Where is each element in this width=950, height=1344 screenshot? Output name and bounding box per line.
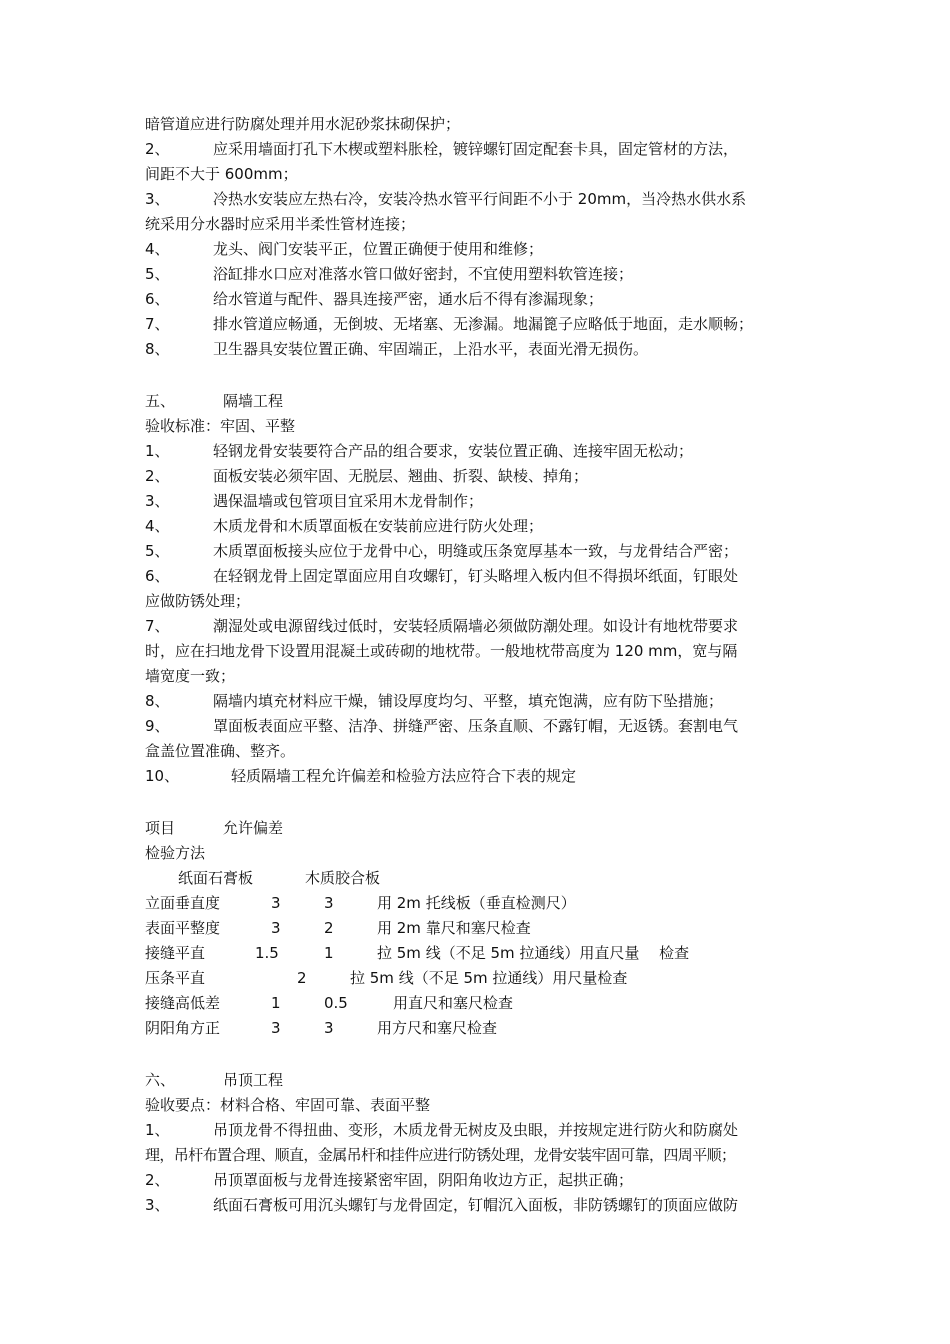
item-text: 纸面石膏板可用沉头螺钉与龙骨固定，钉帽沉入面板，非防锈螺钉的顶面应做防 <box>213 1196 739 1214</box>
item-text: 木质罩面板接头应位于龙骨中心，明缝或压条宽厚基本一致，与龙骨结合严密； <box>213 542 739 560</box>
cell-method: 用直尺和塞尺检查 <box>393 994 514 1012</box>
item-continuation: 墙宽度一致； <box>145 667 236 685</box>
item-number: 7、 <box>145 315 170 333</box>
item-continuation: 理，吊杆布置合理、顺直，金属吊杆和挂件应进行防锈处理，龙骨安装牢固可靠，四周平顺； <box>145 1146 736 1164</box>
acceptance-standard: 验收要点：材料合格、牢固可靠、表面平整 <box>145 1096 431 1114</box>
table-row <box>145 1016 815 1041</box>
item-number: 6、 <box>145 567 170 585</box>
cell-method: 用 2m 靠尺和塞尺检查 <box>377 919 531 937</box>
item-text: 隔墙内填充材料应干燥，铺设厚度均匀、平整，填充饱满，应有防下坠措施； <box>213 692 724 710</box>
list-item <box>145 237 815 262</box>
col-header-item: 项目 <box>145 819 176 837</box>
list-item <box>145 464 815 489</box>
cell-plywood: 0.5 <box>324 994 348 1012</box>
list-item <box>145 1193 815 1218</box>
item-continuation: 应做防锈处理； <box>145 592 251 610</box>
cell-item: 立面垂直度 <box>145 894 221 912</box>
item-number: 4、 <box>145 517 170 535</box>
item-text: 排水管道应畅通，无倒坡、无堵塞、无渗漏。地漏篦子应略低于地面，走水顺畅； <box>213 315 754 333</box>
list-item <box>145 514 815 539</box>
item-text: 冷热水安装应左热右冷，安装冷热水管平行间距不小于 20mm，当冷热水供水系 <box>213 190 747 208</box>
list-item <box>145 489 815 514</box>
cell-item: 接缝平直 <box>145 944 206 962</box>
section-heading <box>145 1068 815 1093</box>
col-header-gypsum: 纸面石膏板 <box>178 869 254 887</box>
cell-gypsum: 3 <box>271 919 281 937</box>
item-number: 3、 <box>145 190 170 208</box>
list-item <box>145 262 815 287</box>
item-text: 应采用墙面打孔下木楔或塑料胀栓，镀锌螺钉固定配套卡具，固定管材的方法， <box>213 140 739 158</box>
cell-item: 表面平整度 <box>145 919 221 937</box>
item-number: 3、 <box>145 492 170 510</box>
document-page <box>145 112 815 1218</box>
item-number: 9、 <box>145 717 170 735</box>
item-number: 3、 <box>145 1196 170 1214</box>
section-number: 五、 <box>145 392 176 410</box>
cell-plywood: 3 <box>324 1019 334 1037</box>
table-header <box>145 841 815 866</box>
item-text: 轻钢龙骨安装要符合产品的组合要求，安装位置正确、连接牢固无松动； <box>213 442 694 460</box>
section-title: 吊顶工程 <box>223 1071 284 1089</box>
item-text: 吊顶罩面板与龙骨连接紧密牢固，阴阳角收边方正，起拱正确； <box>213 1171 634 1189</box>
item-number: 2、 <box>145 1171 170 1189</box>
list-item <box>145 1118 815 1143</box>
item-text: 轻质隔墙工程允许偏差和检验方法应符合下表的规定 <box>231 767 577 785</box>
cell-method: 拉 5m 线（不足 5m 拉通线）用直尺量 检查 <box>377 944 690 962</box>
cell-gypsum: 1 <box>271 994 281 1012</box>
intro-line: 暗管道应进行防腐处理并用水泥砂浆抹砌保护； <box>145 115 461 133</box>
cell-gypsum: 1.5 <box>255 944 279 962</box>
list-item <box>145 689 815 714</box>
list-item <box>145 287 815 312</box>
item-number: 6、 <box>145 290 170 308</box>
item-number: 1、 <box>145 1121 170 1139</box>
list-item <box>145 137 815 162</box>
cell-plywood: 1 <box>324 944 334 962</box>
section-heading <box>145 389 815 414</box>
list-item <box>145 312 815 337</box>
list-item <box>145 539 815 564</box>
table-header <box>145 816 815 841</box>
item-number: 2、 <box>145 467 170 485</box>
item-continuation: 时，应在扫地龙骨下设置用混凝土或砖砌的地枕带。一般地枕带高度为 120 mm，宽与隔 <box>145 642 738 660</box>
table-header <box>145 866 815 891</box>
cell-item: 接缝高低差 <box>145 994 221 1012</box>
cell-value: 2 <box>297 969 307 987</box>
item-continuation: 盒盖位置准确、整齐。 <box>145 742 296 760</box>
item-text: 给水管道与配件、器具连接严密，通水后不得有渗漏现象； <box>213 290 604 308</box>
list-item <box>145 764 815 789</box>
col-header-method: 检验方法 <box>145 844 206 862</box>
col-header-plywood: 木质胶合板 <box>305 869 381 887</box>
item-number: 8、 <box>145 340 170 358</box>
list-item <box>145 1168 815 1193</box>
item-text: 龙头、阀门安装平正，位置正确便于使用和维修； <box>213 240 544 258</box>
list-item <box>145 564 815 589</box>
item-text: 吊顶龙骨不得扭曲、变形，木质龙骨无树皮及虫眼，并按规定进行防火和防腐处 <box>213 1121 739 1139</box>
item-continuation: 统采用分水器时应采用半柔性管材连接； <box>145 215 416 233</box>
cell-gypsum: 3 <box>271 1019 281 1037</box>
item-number: 10、 <box>145 767 180 785</box>
item-continuation: 间距不大于 600mm； <box>145 165 298 183</box>
table-row <box>145 991 815 1016</box>
item-text: 罩面板表面应平整、洁净、拼缝严密、压条直顺、不露钉帽，无返锈。套割电气 <box>213 717 739 735</box>
list-item <box>145 439 815 464</box>
item-text: 面板安装必须牢固、无脱层、翘曲、折裂、缺棱、掉角； <box>213 467 589 485</box>
item-number: 5、 <box>145 265 170 283</box>
list-item <box>145 714 815 739</box>
cell-method: 拉 5m 线（不足 5m 拉通线）用尺量检查 <box>350 969 628 987</box>
item-number: 1、 <box>145 442 170 460</box>
acceptance-standard: 验收标准：牢固、平整 <box>145 417 296 435</box>
item-text: 遇保温墙或包管项目宜采用木龙骨制作； <box>213 492 484 510</box>
table-row <box>145 891 815 916</box>
item-number: 8、 <box>145 692 170 710</box>
item-text: 木质龙骨和木质罩面板在安装前应进行防火处理； <box>213 517 544 535</box>
cell-plywood: 2 <box>324 919 334 937</box>
col-header-tolerance: 允许偏差 <box>223 819 284 837</box>
section-number: 六、 <box>145 1071 176 1089</box>
item-number: 4、 <box>145 240 170 258</box>
item-text: 潮湿处或电源留线过低时，安装轻质隔墙必须做防潮处理。如设计有地枕带要求 <box>213 617 739 635</box>
list-item <box>145 614 815 639</box>
item-text: 卫生器具安装位置正确、牢固端正，上沿水平，表面光滑无损伤。 <box>213 340 649 358</box>
cell-method: 用方尺和塞尺检查 <box>377 1019 498 1037</box>
table-row <box>145 966 815 991</box>
cell-plywood: 3 <box>324 894 334 912</box>
list-item <box>145 187 815 212</box>
cell-gypsum: 3 <box>271 894 281 912</box>
item-number: 5、 <box>145 542 170 560</box>
table-row <box>145 941 815 966</box>
section-title: 隔墙工程 <box>223 392 284 410</box>
cell-method: 用 2m 托线板（垂直检测尺） <box>377 894 576 912</box>
item-text: 浴缸排水口应对准落水管口做好密封，不宜使用塑料软管连接； <box>213 265 634 283</box>
list-item <box>145 337 815 362</box>
item-text: 在轻钢龙骨上固定罩面应用自攻螺钉，钉头略埋入板内但不得损坏纸面，钉眼处 <box>213 567 739 585</box>
item-number: 2、 <box>145 140 170 158</box>
cell-item: 压条平直 <box>145 969 206 987</box>
table-row <box>145 916 815 941</box>
cell-item: 阴阳角方正 <box>145 1019 221 1037</box>
item-number: 7、 <box>145 617 170 635</box>
